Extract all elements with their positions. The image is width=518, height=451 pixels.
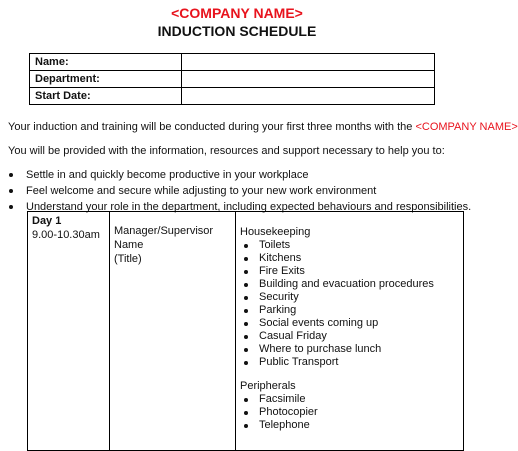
table-row xyxy=(30,71,435,88)
presenter-title: (Title) xyxy=(114,253,142,265)
peripherals-list xyxy=(240,393,459,432)
start-date-value-field[interactable] xyxy=(182,88,435,105)
list-item: Feel welcome and secure while adjusting to your new work environment xyxy=(8,183,471,199)
list-item: Building and evacuation procedures xyxy=(240,278,459,291)
support-paragraph: You will be provided with the information, resources and support necessary to help you to: xyxy=(8,145,445,157)
list-item: Casual Friday xyxy=(240,330,459,343)
time-label: 9.00-10.30am xyxy=(32,229,100,241)
topics-cell xyxy=(236,212,463,450)
department-value-field[interactable] xyxy=(182,71,435,88)
list-item: Photocopier xyxy=(240,406,459,419)
list-item: Social events coming up xyxy=(240,317,459,330)
intro-paragraph xyxy=(8,120,518,134)
employee-info-table xyxy=(29,53,435,105)
list-item: Toilets xyxy=(240,239,459,252)
department-label: Department: xyxy=(30,71,182,88)
list-item: Kitchens xyxy=(240,252,459,265)
list-item: Settle in and quickly become productive in your workplace xyxy=(8,167,471,183)
list-item: Where to purchase lunch xyxy=(240,343,459,356)
start-date-label: Start Date: xyxy=(30,88,182,105)
section-heading-peripherals: Peripherals xyxy=(240,380,296,392)
table-row xyxy=(30,54,435,71)
list-item: Telephone xyxy=(240,419,459,432)
list-item: Public Transport xyxy=(240,356,459,369)
intro-company-name: <COMPANY NAME> xyxy=(415,121,518,133)
day-label: Day 1 xyxy=(32,215,62,227)
goals-list xyxy=(8,167,471,215)
section-heading-housekeeping: Housekeeping xyxy=(240,226,311,238)
list-item: Parking xyxy=(240,304,459,317)
list-item: Understand your role in the department, including expected behaviours and responsibilities. xyxy=(8,199,471,215)
intro-text: Your induction and training will be conducted during your first three months with the xyxy=(8,121,416,133)
list-item: Fire Exits xyxy=(240,265,459,278)
name-value-field[interactable] xyxy=(182,54,435,71)
list-item: Security xyxy=(240,291,459,304)
day-time-cell xyxy=(28,212,110,450)
housekeeping-list xyxy=(240,239,459,369)
presenter-cell xyxy=(110,212,236,450)
presenter-role: Manager/Supervisor xyxy=(114,225,214,237)
company-name-title: <COMPANY NAME> xyxy=(171,5,303,21)
document-title: INDUCTION SCHEDULE xyxy=(157,23,317,39)
schedule-table xyxy=(27,211,464,451)
name-label: Name: xyxy=(30,54,182,71)
list-item: Facsimile xyxy=(240,393,459,406)
presenter-name: Name xyxy=(114,239,144,251)
table-row xyxy=(30,88,435,105)
